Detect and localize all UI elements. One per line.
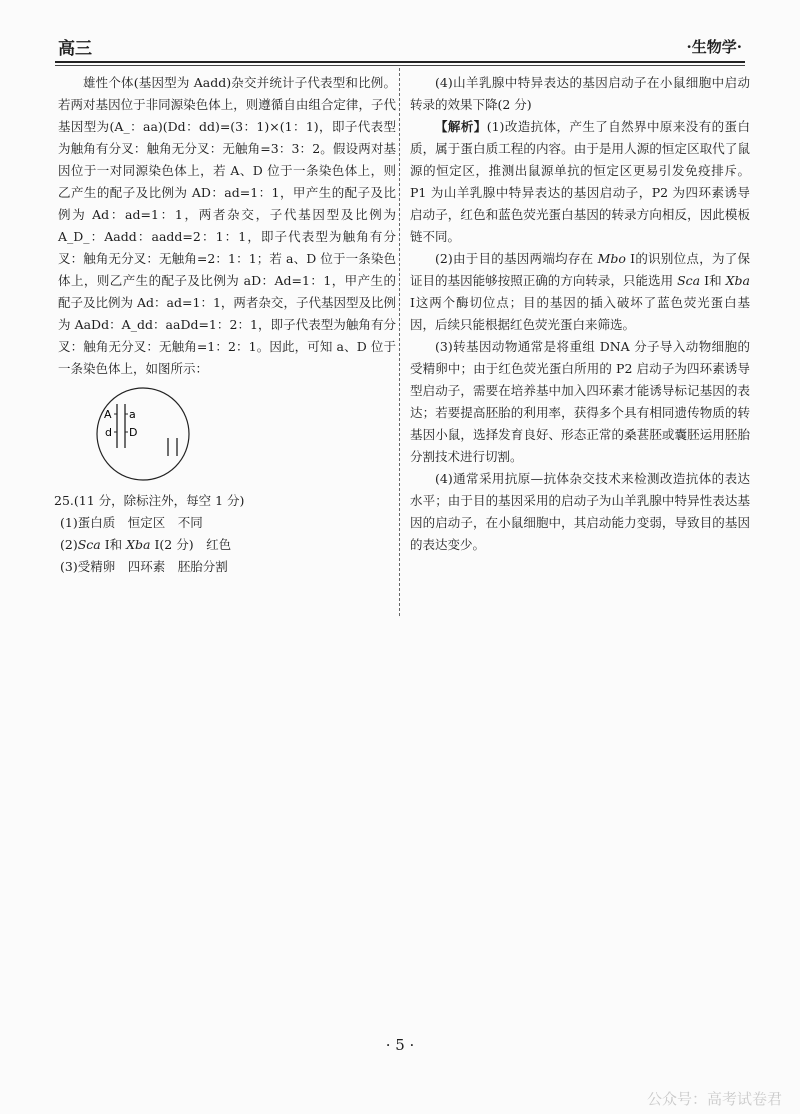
answer-25-2: (2)Sca Ⅰ和 Xba Ⅰ(2 分) 红色	[60, 537, 232, 552]
watermark: 公众号：高考试卷君	[646, 1090, 782, 1108]
answer-25-1: (1)蛋白质 恒定区 不同	[60, 515, 203, 530]
header-left: 高三	[58, 39, 92, 59]
question-25-heading: 25.(11 分，除标注外，每空 1 分)	[54, 493, 245, 508]
explanation-4: (4)通常采用抗原—抗体杂交技术来检测改造抗体的表达水平；由于目的基因采用的启动子为山羊乳腺中特异性表达基因的启动子，在小鼠细胞中，其启动能力变弱，导致目的基因的表达变少。	[410, 471, 750, 552]
header-right: ·生物学·	[686, 38, 742, 56]
header-rule-thick	[55, 61, 745, 63]
explanation-2: (2)由于目的基因两端均存在 Mbo Ⅰ的识别位点，为了保证目的基因能够按照正确的方向转录，只能选用 Sca Ⅰ和 Xba Ⅰ这两个酶切位点；目的基因的插入破坏了蓝色荧光蛋白基因，后续只能根据红色荧光蛋白来筛选。	[410, 251, 750, 332]
answer-25-4: (4)山羊乳腺中特异表达的基因启动子在小鼠细胞中启动转录的效果下降(2 分)	[410, 75, 750, 112]
explanation-1: 【解析】(1)改造抗体，产生了自然界中原来没有的蛋白质，属于蛋白质工程的内容。由于是用人源的恒定区取代了鼠源的恒定区，推测出鼠源单抗的恒定区更易引发免疫排斥。P1 为山羊乳腺中特异表达的基因启动子，P2 为四环素诱导启动子，红色和蓝色荧光蛋白基因的转录方向相反，因此模板链不同。	[410, 119, 750, 244]
allele-label-d-upper: D	[129, 426, 138, 439]
explanation-3: (3)转基因动物通常是将重组 DNA 分子导入动物细胞的受精卵中；由于红色荧光蛋白所用的 P2 启动子为四环素诱导型启动子，需要在培养基中加入四环素才能诱导标记基因的表达；若要提高胚胎的利用率，获得多个具有相同遗传物质的转基因小鼠，选择发育良好、形态正常的桑葚胚或囊胚运用胚胎分割技术进行切割。	[410, 339, 750, 464]
header-rule-thin	[55, 65, 745, 66]
enzyme-sca: Sca	[77, 537, 101, 552]
chromosome-cell-diagram	[82, 386, 204, 482]
explanation-tag: 【解析】	[435, 119, 487, 134]
answer-25-3: (3)受精卵 四环素 胚胎分割	[60, 559, 228, 574]
allele-label-a-lower: a	[129, 408, 136, 421]
right-column	[410, 72, 750, 556]
enzyme-xba: Xba	[126, 537, 151, 552]
allele-label-d-lower: d	[105, 426, 112, 439]
page-number: · 5 ·	[385, 1036, 415, 1054]
allele-label-a-upper: A	[104, 408, 112, 421]
genetics-explanation: 雄性个体(基因型为 Aadd)杂交并统计子代表型和比例。若两对基因位于非同源染色体上，则遵循自由组合定律，子代基因型为(A_：aa)(Dd：dd)=(3：1)×(1：1)，即子代表型为触角有分叉：触角无分叉：无触角=3：3：2。假设两对基因位于一对同源染色体上，若 A、D 位于一条染色体上，则乙产生的配子及比例为 AD：ad=1：1，甲产生的配子及比例为 Ad：ad=1：1，两者杂交，子代基因型及比例为 A_D_：Aadd：aadd=2：1：1，即子代表型为触角有分叉：触角无分叉：无触角=2：1：1；若 a、D 位于一条染色体上，则乙产生的配子及比例为 aD：Ad=1：1，甲产生的配子及比例为 Ad：ad=1：1，两者杂交，子代基因型及比例为 AaDd：A_dd：aaDd=1：2：1，即子代表型为触角有分叉：触角无分叉：无触角=1：2：1。因此，可知 a、D 位于一条染色体上，如图所示：	[58, 75, 396, 376]
left-column	[54, 72, 396, 578]
column-divider	[399, 68, 400, 616]
